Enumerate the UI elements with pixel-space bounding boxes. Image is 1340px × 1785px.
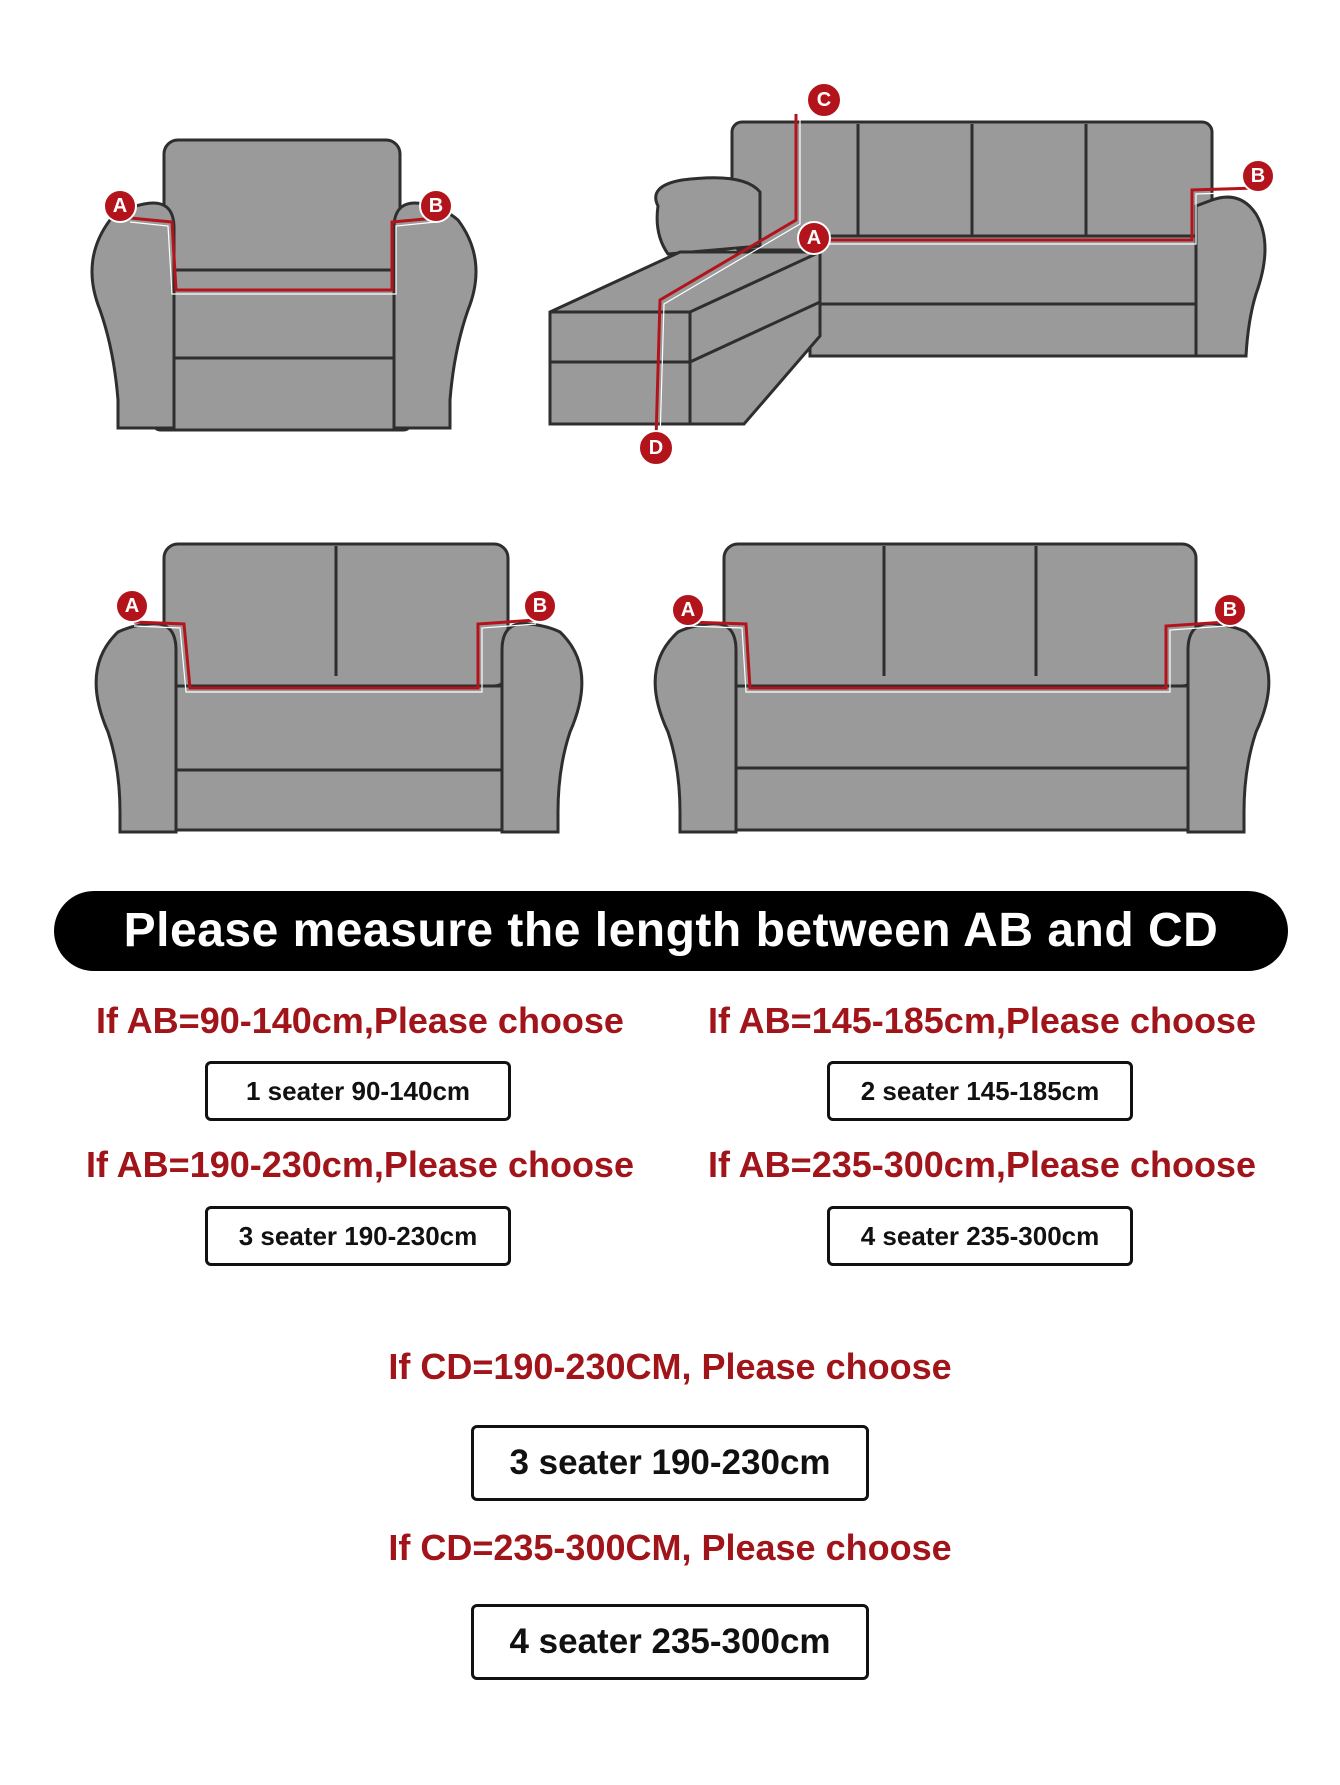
label-c-text: C xyxy=(816,89,832,111)
label-b-text: B xyxy=(1222,599,1238,621)
size-option-1-seater[interactable]: 1 seater 90-140cm xyxy=(205,1061,511,1121)
cd-size-option-3-seater[interactable]: 3 seater 190-230cm xyxy=(471,1425,869,1501)
sectional-label-a xyxy=(798,222,830,254)
size-option-4-seater[interactable]: 4 seater 235-300cm xyxy=(827,1206,1133,1266)
ab-condition-3: If AB=190-230cm,Please choose xyxy=(86,1144,634,1185)
label-a-text: A xyxy=(806,227,822,249)
ab-condition-2: If AB=145-185cm,Please choose xyxy=(708,1000,1256,1041)
two-seater-label-a xyxy=(116,590,148,622)
sectional-label-d xyxy=(639,431,673,465)
two-seater-label-b xyxy=(524,590,556,622)
label-b-text: B xyxy=(1250,165,1266,187)
one-seater-sofa xyxy=(92,140,476,430)
size-option-3-seater[interactable]: 3 seater 190-230cm xyxy=(205,1206,511,1266)
cd-condition-2: If CD=235-300CM, Please choose xyxy=(388,1527,952,1568)
sectional-label-b xyxy=(1242,160,1274,192)
size-option-2-seater[interactable]: 2 seater 145-185cm xyxy=(827,1061,1133,1121)
one-seater-label-b xyxy=(420,190,452,222)
label-b-text: B xyxy=(428,195,444,217)
label-a-text: A xyxy=(112,195,128,217)
label-a-text: A xyxy=(680,599,696,621)
three-seater-sofa xyxy=(655,544,1269,832)
sectional-sofa xyxy=(550,114,1265,440)
ab-condition-1: If AB=90-140cm,Please choose xyxy=(96,1000,624,1041)
measure-instruction-banner: Please measure the length between AB and CD xyxy=(54,891,1288,971)
sectional-label-c xyxy=(807,83,841,117)
cd-condition-1: If CD=190-230CM, Please choose xyxy=(388,1346,952,1387)
two-seater-sofa xyxy=(96,544,582,832)
cd-size-option-4-seater[interactable]: 4 seater 235-300cm xyxy=(471,1604,869,1680)
label-d-text: D xyxy=(648,437,664,459)
label-a-text: A xyxy=(124,595,140,617)
one-seater-label-a xyxy=(104,190,136,222)
label-b-text: B xyxy=(532,595,548,617)
three-seater-label-a xyxy=(672,594,704,626)
sofa-measurement-diagram xyxy=(0,0,1340,880)
three-seater-label-b xyxy=(1214,594,1246,626)
ab-condition-4: If AB=235-300cm,Please choose xyxy=(708,1144,1256,1185)
